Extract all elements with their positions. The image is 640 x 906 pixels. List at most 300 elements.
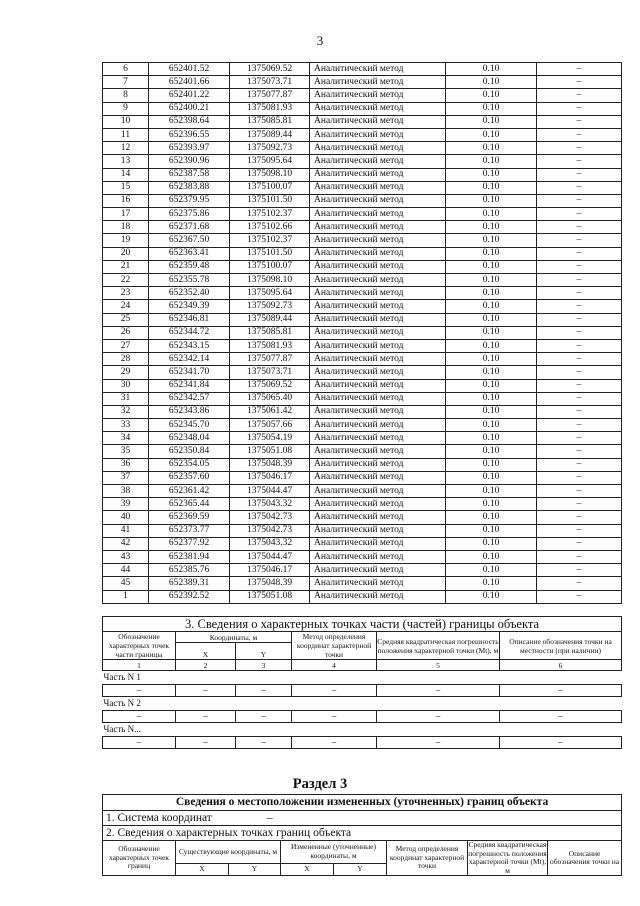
accuracy: 0.10 bbox=[446, 260, 537, 273]
y-coordinate: 1375069.52 bbox=[230, 63, 310, 76]
y-coordinate: 1375100.07 bbox=[230, 181, 310, 194]
accuracy: 0.10 bbox=[446, 537, 537, 550]
header-x: X bbox=[176, 643, 236, 660]
point-number: 6 bbox=[103, 63, 149, 76]
accuracy: 0.10 bbox=[446, 63, 537, 76]
y-coordinate: 1375085.81 bbox=[230, 115, 310, 128]
method: Аналитический метод bbox=[310, 208, 446, 221]
header-method: Метод определения координат характерной точки bbox=[387, 841, 468, 876]
y-coordinate: 1375092.73 bbox=[230, 142, 310, 155]
x-coordinate: 652383.88 bbox=[149, 181, 230, 194]
method: Аналитический метод bbox=[310, 564, 446, 577]
y-coordinate: 1375081.93 bbox=[230, 339, 310, 352]
description: – bbox=[537, 366, 622, 379]
point-number: 16 bbox=[103, 194, 149, 207]
table-row bbox=[103, 498, 622, 511]
point-number: 44 bbox=[103, 564, 149, 577]
y-coordinate: 1375069.52 bbox=[230, 379, 310, 392]
section3-title: 3. Сведения о характерных точках части (частей) границы объекта bbox=[103, 617, 622, 632]
accuracy: 0.10 bbox=[446, 405, 537, 418]
method: Аналитический метод bbox=[310, 115, 446, 128]
description: – bbox=[537, 247, 622, 260]
method: Аналитический метод bbox=[310, 89, 446, 102]
header-changed: Измененные (уточненные) координаты, м bbox=[281, 841, 387, 864]
part-cell: – bbox=[292, 711, 377, 723]
accuracy: 0.10 bbox=[446, 550, 537, 563]
y-coordinate: 1375048.39 bbox=[230, 458, 310, 471]
description: – bbox=[537, 458, 622, 471]
description: – bbox=[537, 419, 622, 432]
x-coordinate: 652352.40 bbox=[149, 287, 230, 300]
point-number: 19 bbox=[103, 234, 149, 247]
y-coordinate: 1375095.64 bbox=[230, 155, 310, 168]
accuracy: 0.10 bbox=[446, 511, 537, 524]
header-description: Описание обозначения точки на местности (при наличии) bbox=[500, 632, 622, 660]
x-coordinate: 652401.66 bbox=[149, 76, 230, 89]
table-row bbox=[103, 287, 622, 300]
y-coordinate: 1375100.07 bbox=[230, 260, 310, 273]
point-number: 29 bbox=[103, 366, 149, 379]
table-row bbox=[103, 221, 622, 234]
x-coordinate: 652398.64 bbox=[149, 115, 230, 128]
point-number: 22 bbox=[103, 274, 149, 287]
y-coordinate: 1375042.73 bbox=[230, 511, 310, 524]
method: Аналитический метод bbox=[310, 313, 446, 326]
method: Аналитический метод bbox=[310, 194, 446, 207]
accuracy: 0.10 bbox=[446, 392, 537, 405]
method: Аналитический метод bbox=[310, 142, 446, 155]
point-number: 15 bbox=[103, 181, 149, 194]
y-coordinate: 1375042.73 bbox=[230, 524, 310, 537]
method: Аналитический метод bbox=[310, 339, 446, 352]
description: – bbox=[537, 208, 622, 221]
table-row bbox=[103, 247, 622, 260]
x-coordinate: 652355.78 bbox=[149, 274, 230, 287]
table-row bbox=[103, 168, 622, 181]
accuracy: 0.10 bbox=[446, 471, 537, 484]
point-number: 11 bbox=[103, 128, 149, 141]
point-number: 23 bbox=[103, 287, 149, 300]
accuracy: 0.10 bbox=[446, 366, 537, 379]
accuracy: 0.10 bbox=[446, 128, 537, 141]
header-designation: Обозначение характерных точек границ bbox=[103, 841, 176, 876]
x-coordinate: 652354.05 bbox=[149, 458, 230, 471]
method: Аналитический метод bbox=[310, 155, 446, 168]
x-coordinate: 652341.84 bbox=[149, 379, 230, 392]
description: – bbox=[537, 102, 622, 115]
accuracy: 0.10 bbox=[446, 168, 537, 181]
method: Аналитический метод bbox=[310, 128, 446, 141]
table-row bbox=[103, 142, 622, 155]
x-coordinate: 652363.41 bbox=[149, 247, 230, 260]
table-row bbox=[103, 590, 622, 603]
point-number: 30 bbox=[103, 379, 149, 392]
description: – bbox=[537, 432, 622, 445]
x-coordinate: 652379.95 bbox=[149, 194, 230, 207]
method: Аналитический метод bbox=[310, 471, 446, 484]
point-number: 35 bbox=[103, 445, 149, 458]
method: Аналитический метод bbox=[310, 366, 446, 379]
x-coordinate: 652343.86 bbox=[149, 405, 230, 418]
table-row bbox=[103, 366, 622, 379]
col-number: 1 bbox=[103, 660, 176, 671]
method: Аналитический метод bbox=[310, 234, 446, 247]
method: Аналитический метод bbox=[310, 379, 446, 392]
y-coordinate: 1375077.87 bbox=[230, 89, 310, 102]
method: Аналитический метод bbox=[310, 419, 446, 432]
y-coordinate: 1375051.08 bbox=[230, 590, 310, 603]
coord-system-row bbox=[103, 811, 622, 826]
x-coordinate: 652387.58 bbox=[149, 168, 230, 181]
table-row bbox=[103, 458, 622, 471]
description: – bbox=[537, 353, 622, 366]
point-number: 45 bbox=[103, 577, 149, 590]
description: – bbox=[537, 564, 622, 577]
header-method: Метод определения координат характерной точки bbox=[292, 632, 377, 660]
page-number: 3 bbox=[316, 33, 324, 48]
point-number: 31 bbox=[103, 392, 149, 405]
table-row bbox=[103, 326, 622, 339]
y-coordinate: 1375089.44 bbox=[230, 313, 310, 326]
y-coordinate: 1375089.44 bbox=[230, 128, 310, 141]
accuracy: 0.10 bbox=[446, 247, 537, 260]
description: – bbox=[537, 392, 622, 405]
accuracy: 0.10 bbox=[446, 76, 537, 89]
x-coordinate: 652348.04 bbox=[149, 432, 230, 445]
accuracy: 0.10 bbox=[446, 234, 537, 247]
point-number: 18 bbox=[103, 221, 149, 234]
col-number: 3 bbox=[236, 660, 292, 671]
x-coordinate: 652343.15 bbox=[149, 339, 230, 352]
accuracy: 0.10 bbox=[446, 142, 537, 155]
table-row bbox=[103, 392, 622, 405]
header-description: Описание обозначения точки на bbox=[548, 841, 622, 876]
y-coordinate: 1375101.50 bbox=[230, 247, 310, 260]
part-cell: – bbox=[176, 711, 236, 723]
y-coordinate: 1375044.47 bbox=[230, 550, 310, 563]
point-number: 12 bbox=[103, 142, 149, 155]
accuracy: 0.10 bbox=[446, 498, 537, 511]
description: – bbox=[537, 181, 622, 194]
description: – bbox=[537, 313, 622, 326]
y-coordinate: 1375057.66 bbox=[230, 419, 310, 432]
point-number: 28 bbox=[103, 353, 149, 366]
accuracy: 0.10 bbox=[446, 194, 537, 207]
y-coordinate: 1375054.19 bbox=[230, 432, 310, 445]
part-cell: – bbox=[176, 737, 236, 749]
point-number: 40 bbox=[103, 511, 149, 524]
accuracy: 0.10 bbox=[446, 419, 537, 432]
y-coordinate: 1375102.37 bbox=[230, 208, 310, 221]
accuracy: 0.10 bbox=[446, 89, 537, 102]
table-row bbox=[103, 63, 622, 76]
description: – bbox=[537, 168, 622, 181]
point-number: 7 bbox=[103, 76, 149, 89]
x-coordinate: 652401.52 bbox=[149, 63, 230, 76]
description: – bbox=[537, 379, 622, 392]
accuracy: 0.10 bbox=[446, 181, 537, 194]
point-number: 20 bbox=[103, 247, 149, 260]
x-coordinate: 652367.50 bbox=[149, 234, 230, 247]
description: – bbox=[537, 550, 622, 563]
point-number: 10 bbox=[103, 115, 149, 128]
method: Аналитический метод bbox=[310, 485, 446, 498]
table-row bbox=[103, 432, 622, 445]
method: Аналитический метод bbox=[310, 300, 446, 313]
x-coordinate: 652357.60 bbox=[149, 471, 230, 484]
part-cell: – bbox=[103, 711, 176, 723]
table-row bbox=[103, 102, 622, 115]
table-row bbox=[103, 194, 622, 207]
method: Аналитический метод bbox=[310, 102, 446, 115]
description: – bbox=[537, 590, 622, 603]
part-cell: – bbox=[500, 685, 622, 697]
method: Аналитический метод bbox=[310, 168, 446, 181]
table-row bbox=[103, 260, 622, 273]
accuracy: 0.10 bbox=[446, 339, 537, 352]
y-coordinate: 1375102.66 bbox=[230, 221, 310, 234]
point-number: 17 bbox=[103, 208, 149, 221]
point-number: 32 bbox=[103, 405, 149, 418]
part-cell: – bbox=[236, 711, 292, 723]
part-cell: – bbox=[500, 737, 622, 749]
y-coordinate: 1375098.10 bbox=[230, 274, 310, 287]
table-row bbox=[103, 405, 622, 418]
x-coordinate: 652342.57 bbox=[149, 392, 230, 405]
col-number: 5 bbox=[377, 660, 500, 671]
y-coordinate: 1375051.08 bbox=[230, 445, 310, 458]
point-number: 26 bbox=[103, 326, 149, 339]
method: Аналитический метод bbox=[310, 392, 446, 405]
method: Аналитический метод bbox=[310, 432, 446, 445]
x-coordinate: 652342.14 bbox=[149, 353, 230, 366]
method: Аналитический метод bbox=[310, 353, 446, 366]
x-coordinate: 652373.77 bbox=[149, 524, 230, 537]
part-cell: – bbox=[103, 737, 176, 749]
col-number: 4 bbox=[292, 660, 377, 671]
part-label: Часть N... bbox=[103, 723, 622, 737]
point-number: 42 bbox=[103, 537, 149, 550]
method: Аналитический метод bbox=[310, 524, 446, 537]
description: – bbox=[537, 326, 622, 339]
accuracy: 0.10 bbox=[446, 353, 537, 366]
x-coordinate: 652375.86 bbox=[149, 208, 230, 221]
header-y: Y bbox=[334, 863, 387, 876]
y-coordinate: 1375043.32 bbox=[230, 498, 310, 511]
table-row bbox=[103, 76, 622, 89]
header-x: X bbox=[176, 863, 229, 876]
table-row bbox=[103, 128, 622, 141]
method: Аналитический метод bbox=[310, 287, 446, 300]
method: Аналитический метод bbox=[310, 550, 446, 563]
point-number: 38 bbox=[103, 485, 149, 498]
accuracy: 0.10 bbox=[446, 564, 537, 577]
accuracy: 0.10 bbox=[446, 445, 537, 458]
table-row bbox=[103, 208, 622, 221]
x-coordinate: 652400.21 bbox=[149, 102, 230, 115]
table-row bbox=[103, 313, 622, 326]
table-row bbox=[103, 537, 622, 550]
table-row bbox=[103, 577, 622, 590]
description: – bbox=[537, 339, 622, 352]
description: – bbox=[537, 274, 622, 287]
part-cell: – bbox=[377, 737, 500, 749]
accuracy: 0.10 bbox=[446, 379, 537, 392]
table-row bbox=[103, 550, 622, 563]
point-number: 25 bbox=[103, 313, 149, 326]
description: – bbox=[537, 76, 622, 89]
x-coordinate: 652371.68 bbox=[149, 221, 230, 234]
x-coordinate: 652361.42 bbox=[149, 485, 230, 498]
accuracy: 0.10 bbox=[446, 102, 537, 115]
x-coordinate: 652385.76 bbox=[149, 564, 230, 577]
part-cell: – bbox=[236, 685, 292, 697]
point-number: 24 bbox=[103, 300, 149, 313]
description: – bbox=[537, 63, 622, 76]
method: Аналитический метод bbox=[310, 326, 446, 339]
x-coordinate: 652365.44 bbox=[149, 498, 230, 511]
table-row bbox=[103, 155, 622, 168]
point-number: 43 bbox=[103, 550, 149, 563]
accuracy: 0.10 bbox=[446, 274, 537, 287]
method: Аналитический метод bbox=[310, 274, 446, 287]
description: – bbox=[537, 89, 622, 102]
razdel-heading: Раздел 3 bbox=[292, 776, 348, 792]
point-number: 37 bbox=[103, 471, 149, 484]
point-number: 9 bbox=[103, 102, 149, 115]
x-coordinate: 652346.81 bbox=[149, 313, 230, 326]
col-number: 6 bbox=[500, 660, 622, 671]
point-number: 13 bbox=[103, 155, 149, 168]
y-coordinate: 1375065.40 bbox=[230, 392, 310, 405]
table-row bbox=[103, 353, 622, 366]
description: – bbox=[537, 577, 622, 590]
y-coordinate: 1375092.73 bbox=[230, 300, 310, 313]
y-coordinate: 1375085.81 bbox=[230, 326, 310, 339]
accuracy: 0.10 bbox=[446, 208, 537, 221]
accuracy: 0.10 bbox=[446, 115, 537, 128]
method: Аналитический метод bbox=[310, 577, 446, 590]
part-cell: – bbox=[176, 685, 236, 697]
col-number: 2 bbox=[176, 660, 236, 671]
part-cell: – bbox=[377, 685, 500, 697]
header-designation: Обозначение характерных точек части границы bbox=[103, 632, 176, 660]
x-coordinate: 652377.92 bbox=[149, 537, 230, 550]
method: Аналитический метод bbox=[310, 458, 446, 471]
method: Аналитический метод bbox=[310, 63, 446, 76]
description: – bbox=[537, 300, 622, 313]
part-cell: – bbox=[103, 685, 176, 697]
accuracy: 0.10 bbox=[446, 590, 537, 603]
point-number: 21 bbox=[103, 260, 149, 273]
x-coordinate: 652344.72 bbox=[149, 326, 230, 339]
accuracy: 0.10 bbox=[446, 485, 537, 498]
y-coordinate: 1375061.42 bbox=[230, 405, 310, 418]
y-coordinate: 1375043.32 bbox=[230, 537, 310, 550]
point-number: 8 bbox=[103, 89, 149, 102]
description: – bbox=[537, 234, 622, 247]
description: – bbox=[537, 142, 622, 155]
y-coordinate: 1375081.93 bbox=[230, 102, 310, 115]
section3-table bbox=[102, 616, 622, 749]
description: – bbox=[537, 498, 622, 511]
y-coordinate: 1375046.17 bbox=[230, 471, 310, 484]
accuracy: 0.10 bbox=[446, 155, 537, 168]
point-number: 1 bbox=[103, 590, 149, 603]
method: Аналитический метод bbox=[310, 511, 446, 524]
points-title: 2. Сведения о характерных точках границ объекта bbox=[103, 826, 622, 841]
point-number: 34 bbox=[103, 432, 149, 445]
point-number: 41 bbox=[103, 524, 149, 537]
point-number: 14 bbox=[103, 168, 149, 181]
description: – bbox=[537, 485, 622, 498]
table-row bbox=[103, 485, 622, 498]
header-y: Y bbox=[229, 863, 281, 876]
accuracy: 0.10 bbox=[446, 432, 537, 445]
table-row bbox=[103, 471, 622, 484]
razdel3-title: Сведения о местоположении измененных (уточненных) границ объекта bbox=[103, 795, 622, 811]
description: – bbox=[537, 511, 622, 524]
accuracy: 0.10 bbox=[446, 300, 537, 313]
accuracy: 0.10 bbox=[446, 287, 537, 300]
description: – bbox=[537, 115, 622, 128]
table-row bbox=[103, 181, 622, 194]
method: Аналитический метод bbox=[310, 537, 446, 550]
point-number: 39 bbox=[103, 498, 149, 511]
description: – bbox=[537, 221, 622, 234]
razdel3-table bbox=[102, 794, 622, 876]
coordinates-table bbox=[102, 62, 622, 604]
header-coords: Координаты, м bbox=[176, 632, 292, 643]
method: Аналитический метод bbox=[310, 498, 446, 511]
table-row bbox=[103, 339, 622, 352]
table-row bbox=[103, 89, 622, 102]
header-existing: Существующие координаты, м bbox=[176, 841, 281, 864]
point-number: 33 bbox=[103, 419, 149, 432]
method: Аналитический метод bbox=[310, 221, 446, 234]
table-row bbox=[103, 564, 622, 577]
x-coordinate: 652349.39 bbox=[149, 300, 230, 313]
part-cell: – bbox=[292, 737, 377, 749]
accuracy: 0.10 bbox=[446, 313, 537, 326]
method: Аналитический метод bbox=[310, 260, 446, 273]
x-coordinate: 652341.70 bbox=[149, 366, 230, 379]
part-label: Часть N 2 bbox=[103, 697, 622, 711]
method: Аналитический метод bbox=[310, 445, 446, 458]
y-coordinate: 1375095.64 bbox=[230, 287, 310, 300]
x-coordinate: 652369.59 bbox=[149, 511, 230, 524]
header-y: Y bbox=[236, 643, 292, 660]
x-coordinate: 652350.84 bbox=[149, 445, 230, 458]
description: – bbox=[537, 260, 622, 273]
y-coordinate: 1375046.17 bbox=[230, 564, 310, 577]
description: – bbox=[537, 524, 622, 537]
y-coordinate: 1375102.37 bbox=[230, 234, 310, 247]
description: – bbox=[537, 155, 622, 168]
accuracy: 0.10 bbox=[446, 524, 537, 537]
accuracy: 0.10 bbox=[446, 326, 537, 339]
method: Аналитический метод bbox=[310, 247, 446, 260]
y-coordinate: 1375073.71 bbox=[230, 366, 310, 379]
x-coordinate: 652345.70 bbox=[149, 419, 230, 432]
x-coordinate: 652392.52 bbox=[149, 590, 230, 603]
x-coordinate: 652401.22 bbox=[149, 89, 230, 102]
coord-system-label: 1. Система координат bbox=[106, 811, 212, 824]
y-coordinate: 1375048.39 bbox=[230, 577, 310, 590]
part-cell: – bbox=[292, 685, 377, 697]
table-row bbox=[103, 419, 622, 432]
point-number: 36 bbox=[103, 458, 149, 471]
